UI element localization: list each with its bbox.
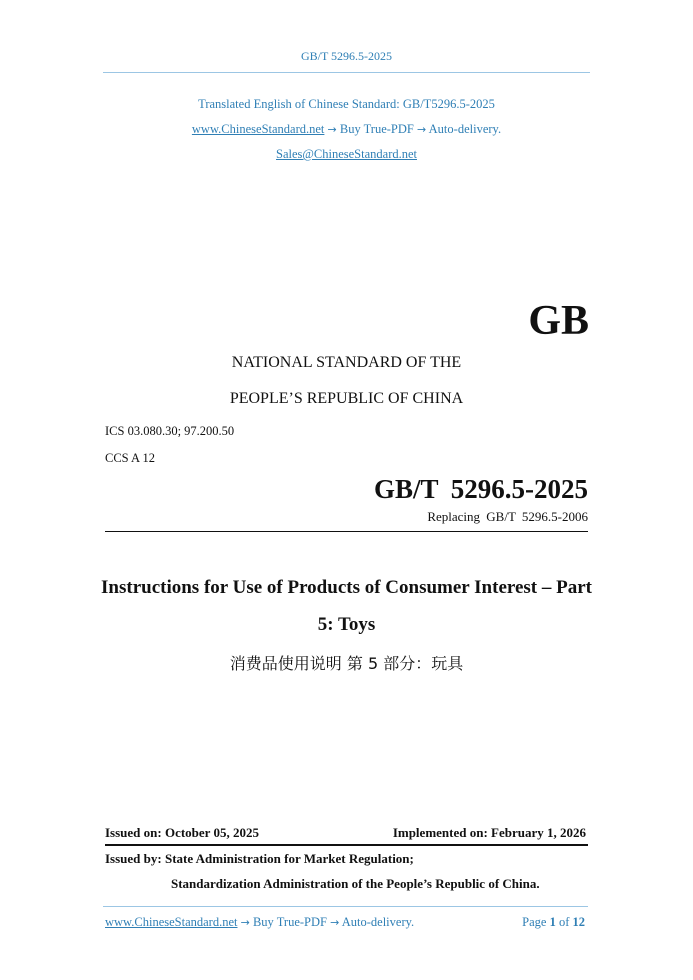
ccs-code: CCS A 12 bbox=[105, 451, 156, 465]
standard-number: GB/T 5296.5-2025 bbox=[373, 474, 588, 504]
ics-code: ICS 03.080.30; 97.200.50 bbox=[105, 424, 235, 438]
auto-delivery-text: Auto-delivery. bbox=[428, 122, 502, 136]
national-standard-line-2: PEOPLE’S REPUBLIC OF CHINA bbox=[229, 390, 464, 407]
arrow-right-icon: → bbox=[330, 916, 340, 929]
issued-by-line-2: Standardization Administration of the People’s Republic of China. bbox=[171, 876, 540, 891]
arrow-right-icon: → bbox=[417, 123, 427, 136]
footer-auto-delivery-text: Auto-delivery. bbox=[341, 915, 415, 929]
national-standard-line-1: NATIONAL STANDARD OF THE bbox=[231, 354, 462, 371]
gb-logo: GB bbox=[528, 298, 589, 344]
arrow-right-icon: → bbox=[327, 123, 337, 136]
buy-true-pdf-text: Buy True-PDF bbox=[339, 122, 414, 136]
sales-line bbox=[0, 147, 693, 162]
page-label: Page bbox=[522, 915, 547, 929]
promo-links-line bbox=[0, 122, 693, 137]
running-header-title: GB/T 5296.5-2025 bbox=[300, 49, 393, 63]
title-english-line-1: Instructions for Use of Products of Consumer Interest – Part bbox=[101, 577, 592, 598]
footer-links-line bbox=[105, 915, 414, 930]
page-total: 12 bbox=[572, 915, 585, 929]
footer-divider bbox=[103, 906, 588, 907]
implemented-on-date: Implemented on: February 1, 2026 bbox=[392, 825, 586, 840]
issue-divider bbox=[105, 844, 588, 846]
title-english-line-2: 5: Toys bbox=[317, 614, 376, 635]
page-indicator bbox=[522, 915, 585, 930]
issued-by-line-1: Issued by: State Administration for Market Regulation; bbox=[105, 851, 414, 866]
footer-site-link[interactable]: www.ChineseStandard.net bbox=[105, 915, 238, 929]
replacing-standard: Replacing GB/T 5296.5-2006 bbox=[427, 509, 588, 524]
page-of-label: of bbox=[558, 915, 570, 929]
standard-divider bbox=[105, 531, 588, 532]
translated-notice: Translated English of Chinese Standard: GB/T5296.5-2025 bbox=[198, 97, 495, 111]
footer-buy-true-pdf-text: Buy True-PDF bbox=[252, 915, 327, 929]
site-link[interactable]: www.ChineseStandard.net bbox=[191, 122, 325, 136]
page-current: 1 bbox=[549, 915, 556, 929]
arrow-right-icon: → bbox=[240, 916, 250, 929]
issued-on-date: Issued on: October 05, 2025 bbox=[105, 825, 259, 840]
header-divider bbox=[103, 72, 590, 73]
sales-email-link[interactable]: Sales@ChineseStandard.net bbox=[276, 147, 417, 161]
title-chinese: 消费品使用说明 第 5 部分：玩具 bbox=[229, 654, 464, 673]
